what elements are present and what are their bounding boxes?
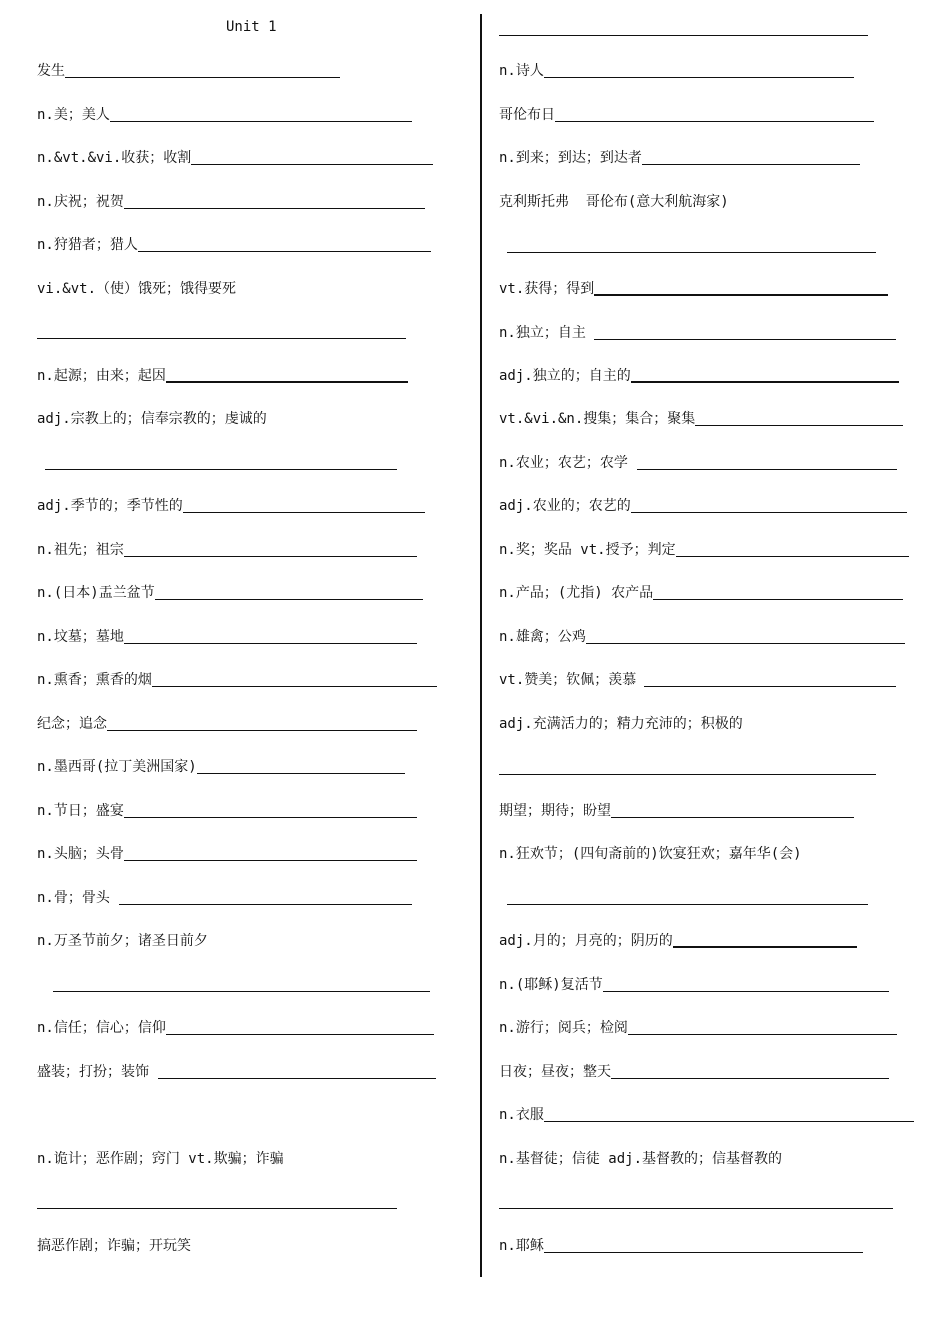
vocab-item [37,234,431,256]
vocab-label: 纪念；追念 [37,716,107,732]
vocab-item [37,1061,436,1083]
vocab-item [499,1104,914,1126]
answer-line[interactable] [594,293,888,296]
answer-line[interactable] [644,685,896,687]
answer-line[interactable] [166,1033,434,1035]
vocab-item [37,147,433,169]
answer-line[interactable] [499,1208,893,1209]
answer-line[interactable] [673,945,857,948]
vocab-label: n.坟墓；墓地 [37,629,124,645]
vocab-label: 哥伦布日 [499,107,555,123]
answer-line[interactable] [138,250,431,252]
vocab-label: n.熏香；熏香的烟 [37,672,152,688]
column-divider [480,14,482,1277]
answer-line[interactable] [191,163,433,165]
vocab-label: n.(耶稣)复活节 [499,977,603,993]
vocab-label: adj.宗教上的；信奉宗教的；虔诚的 [37,411,267,427]
answer-line[interactable] [611,1077,889,1079]
vocab-label: 搞恶作剧；诈骗；开玩笑 [37,1238,191,1254]
vocab-item [499,539,909,561]
answer-line[interactable] [544,1120,914,1122]
vocab-item [37,104,412,126]
vocab-item [37,930,208,952]
answer-line[interactable] [45,469,397,470]
vocab-label: n.产品；(尤指) 农产品 [499,585,654,601]
answer-line[interactable] [158,1077,436,1079]
answer-line[interactable] [507,904,868,905]
vocab-item [37,278,236,300]
vocab-item [37,800,417,822]
vocab-item [499,60,854,82]
answer-line[interactable] [152,685,437,687]
answer-line[interactable] [603,990,889,992]
answer-line[interactable] [642,163,860,165]
vocab-label: n.诡计；恶作剧；窍门 vt.欺骗；诈骗 [37,1151,284,1167]
vocab-label: 日夜；昼夜；整天 [499,1064,611,1080]
vocab-label: n.起源；由来；起因 [37,368,166,384]
answer-line[interactable] [124,642,417,644]
vocab-label: n.衣服 [499,1107,544,1123]
vocab-item [499,1235,863,1257]
answer-line[interactable] [676,555,909,557]
answer-line[interactable] [53,991,430,992]
answer-line[interactable] [653,598,903,600]
vocab-label: adj.月的；月亮的；阴历的 [499,933,673,949]
vocab-label: 期望；期待；盼望 [499,803,611,819]
vocab-item [499,365,899,387]
vocab-label: vt.赞美；钦佩；羡慕 [499,672,637,688]
vocab-item [499,974,889,996]
answer-line[interactable] [124,859,417,861]
vocab-label: n.祖先；祖宗 [37,542,124,558]
vocab-label: n.雄禽；公鸡 [499,629,586,645]
vocab-item [37,365,408,387]
answer-line[interactable] [183,511,425,513]
vocab-item [499,1061,889,1083]
answer-line[interactable] [499,774,876,775]
vocab-label: 盛装；打扮；装饰 [37,1064,149,1080]
answer-line[interactable] [124,816,417,818]
vocab-label: n.基督徒；信徒 adj.基督教的；信基督教的 [499,1151,782,1167]
answer-line[interactable] [124,207,425,209]
vocab-item [37,191,425,213]
answer-line[interactable] [631,511,907,513]
vocab-item [37,1017,434,1039]
vocab-item [499,930,857,952]
answer-line[interactable] [631,380,899,383]
answer-line[interactable] [544,1251,863,1253]
vocab-item [499,800,854,822]
vocab-label: adj.农业的；农艺的 [499,498,631,514]
vocab-item [37,756,405,778]
vocab-label: n.农业；农艺；农学 [499,455,628,471]
vocab-label: n.庆祝；祝贺 [37,194,124,210]
vocab-item [37,60,340,82]
answer-line[interactable] [166,380,408,383]
vocab-label: n.骨；骨头 [37,890,110,906]
answer-line[interactable] [507,252,876,253]
vocab-label: adj.季节的；季节性的 [37,498,183,514]
vocab-label: n.美；美人 [37,107,110,123]
vocab-item [499,582,903,604]
vocab-item [499,278,888,300]
vocab-item [37,843,417,865]
vocab-item [499,452,897,474]
vocab-item [37,1235,191,1257]
answer-line[interactable] [637,468,897,470]
vocab-item [499,669,896,691]
vocab-item [37,582,423,604]
answer-line[interactable] [628,1033,897,1035]
answer-line[interactable] [695,424,903,426]
answer-line[interactable] [65,76,340,78]
vocab-item [499,1148,782,1170]
vocab-item [37,1148,284,1170]
vocab-label: 发生 [37,63,65,79]
vocab-item [499,713,743,735]
vocab-item [37,669,437,691]
vocab-label: n.信任；信心；信仰 [37,1020,166,1036]
vocab-label: n.独立；自主 [499,325,586,341]
answer-line[interactable] [37,338,406,339]
vocab-label: n.到来；到达；到达者 [499,150,642,166]
vocab-label: n.耶稣 [499,1238,544,1254]
answer-line[interactable] [594,338,896,340]
vocab-item [499,191,729,213]
vocab-label: vi.&vt.（使）饿死；饿得要死 [37,281,237,297]
vocab-label: vt.&vi.&n.搜集；集合；聚集 [499,411,696,427]
vocab-item [499,147,860,169]
vocab-label: n.狩猎者；猎人 [37,237,138,253]
answer-line[interactable] [107,729,417,731]
answer-line[interactable] [611,816,854,818]
vocab-label: vt.获得；得到 [499,281,595,297]
answer-line[interactable] [119,903,412,905]
answer-line[interactable] [124,555,417,557]
vocab-item [499,1017,897,1039]
vocab-label: n.(日本)盂兰盆节 [37,585,155,601]
vocab-label: 克利斯托弗 哥伦布(意大利航海家) [499,194,729,210]
answer-line[interactable] [544,76,854,78]
vocab-item [499,104,874,126]
vocab-label: adj.独立的；自主的 [499,368,631,384]
vocab-label: n.节日；盛宴 [37,803,124,819]
vocab-label: n.奖；奖品 vt.授予；判定 [499,542,676,558]
vocab-item [37,539,417,561]
vocab-label: adj.充满活力的；精力充沛的；积极的 [499,716,743,732]
vocab-item [37,495,425,517]
vocab-label: n.狂欢节；(四旬斋前的)饮宴狂欢；嘉年华(会) [499,846,802,862]
answer-line[interactable] [155,598,423,600]
vocab-item [499,408,903,430]
vocab-item [37,713,417,735]
vocab-label: n.墨西哥(拉丁美洲国家) [37,759,197,775]
vocab-item [37,887,412,909]
answer-line[interactable] [110,120,412,122]
vocab-item [37,408,267,430]
answer-line[interactable] [37,1208,397,1209]
vocab-item [499,626,905,648]
vocab-item [499,495,907,517]
vocab-label: n.游行；阅兵；检阅 [499,1020,628,1036]
vocab-item [499,843,802,865]
vocab-item [37,626,417,648]
vocab-label: n.万圣节前夕；诸圣日前夕 [37,933,208,949]
answer-line[interactable] [555,120,874,122]
vocab-item [499,322,896,344]
answer-line[interactable] [499,35,868,36]
vocab-label: n.诗人 [499,63,544,79]
unit-title: Unit 1 [226,19,277,35]
vocab-label: n.&vt.&vi.收获；收割 [37,150,192,166]
answer-line[interactable] [197,772,405,774]
answer-line[interactable] [586,642,905,644]
vocab-label: n.头脑；头骨 [37,846,124,862]
